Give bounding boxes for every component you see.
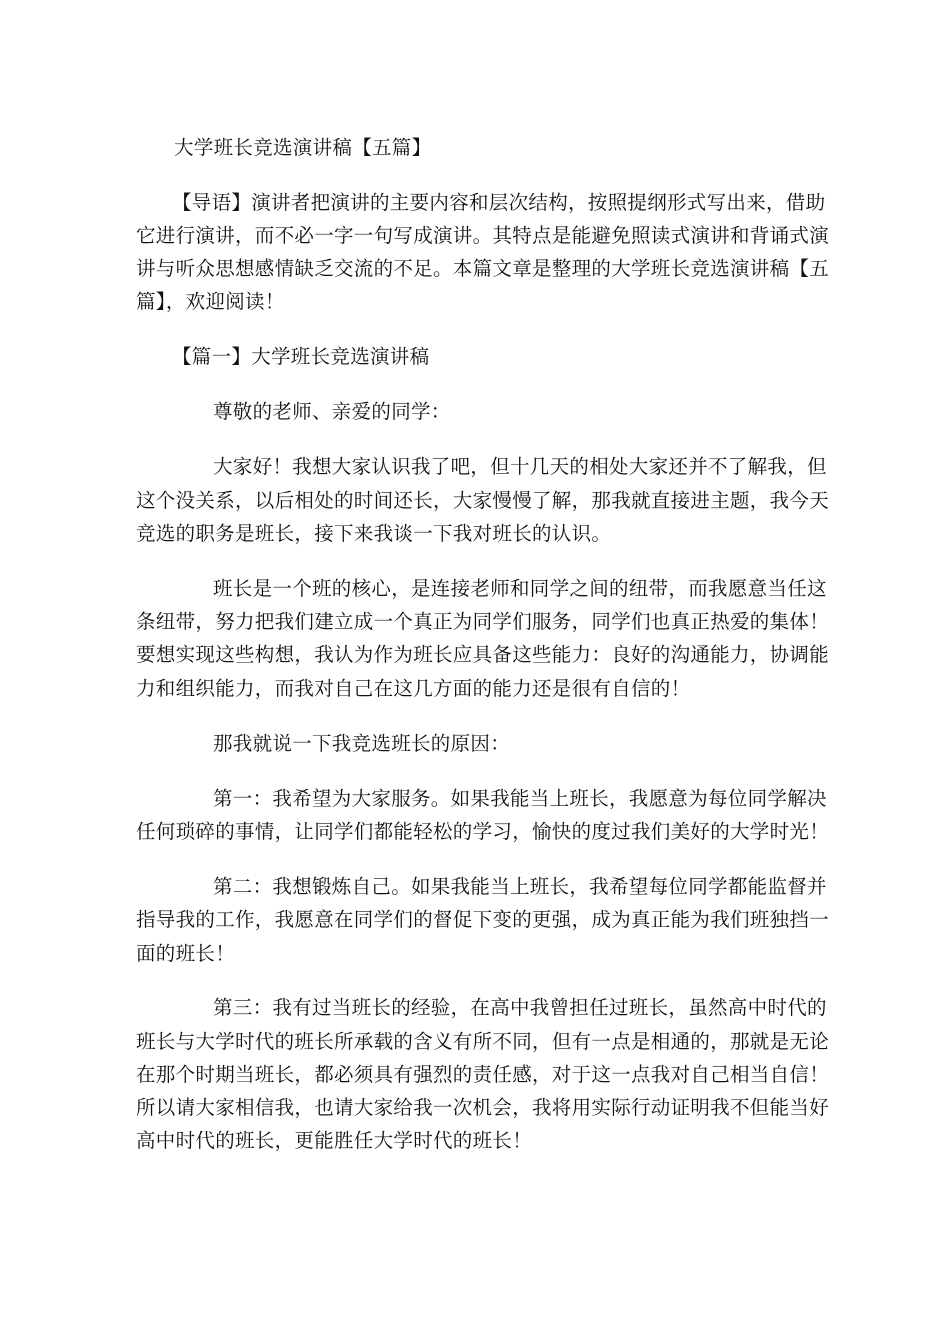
paragraph-2-line-3: 要想实现这些构想，我认为作为班长应具备这些能力：良好的沟通能力，协调能	[136, 643, 830, 666]
paragraph-3-line-1: 那我就说一下我竞选班长的原因：	[213, 732, 511, 755]
intro-line-4: 篇】，欢迎阅读！	[136, 290, 285, 313]
paragraph-2-line-1: 班长是一个班的核心，是连接老师和同学之间的纽带，而我愿意当任这	[213, 577, 827, 600]
paragraph-2-line-4: 力和组织能力，而我对自己在这几方面的能力还是很有自信的！	[136, 677, 691, 700]
paragraph-5-line-2: 指导我的工作，我愿意在同学们的督促下变的更强，成为真正能为我们班独挡一	[136, 908, 830, 931]
paragraph-1-line-2: 这个没关系，以后相处的时间还长，大家慢慢了解，那我就直接进主题，我今天	[136, 489, 830, 512]
paragraph-6-line-2: 班长与大学时代的班长所承载的含义有所不同，但有一点是相通的，那就是无论	[136, 1030, 830, 1053]
salutation: 尊敬的老师、亲爱的同学：	[213, 400, 451, 423]
intro-line-3: 讲与听众思想感情缺乏交流的不足。本篇文章是整理的大学班长竞选演讲稿【五	[136, 257, 830, 280]
paragraph-4-line-2: 任何琐碎的事情，让同学们都能轻松的学习，愉快的度过我们美好的大学时光！	[136, 820, 830, 843]
paragraph-6-line-3: 在那个时期当班长，都必须具有强烈的责任感，对于这一点我对自己相当自信！	[136, 1063, 830, 1086]
document-title: 大学班长竞选演讲稿【五篇】	[174, 136, 432, 159]
intro-line-1: 【导语】演讲者把演讲的主要内容和层次结构，按照提纲形式写出来，借助	[172, 191, 826, 214]
intro-line-2: 它进行演讲，而不必一字一句写成演讲。其特点是能避免照读式演讲和背诵式演	[136, 224, 830, 247]
paragraph-6-line-1: 第三：我有过当班长的经验，在高中我曾担任过班长，虽然高中时代的	[213, 996, 827, 1019]
paragraph-6-line-4: 所以请大家相信我，也请大家给我一次机会，我将用实际行动证明我不但能当好	[136, 1096, 830, 1119]
paragraph-1-line-3: 竞选的职务是班长，接下来我谈一下我对班长的认识。	[136, 522, 612, 545]
paragraph-6-line-5: 高中时代的班长，更能胜任大学时代的班长！	[136, 1129, 533, 1152]
paragraph-1-line-1: 大家好！我想大家认识我了吧，但十几天的相处大家还并不了解我，但	[213, 455, 827, 478]
paragraph-2-line-2: 条纽带，努力把我们建立成一个真正为同学们服务，同学们也真正热爱的集体！	[136, 610, 830, 633]
paragraph-4-line-1: 第一：我希望为大家服务。如果我能当上班长，我愿意为每位同学解决	[213, 787, 827, 810]
paragraph-5-line-1: 第二：我想锻炼自己。如果我能当上班长，我希望每位同学都能监督并	[213, 875, 827, 898]
section-heading: 【篇一】大学班长竞选演讲稿	[172, 345, 430, 368]
paragraph-5-line-3: 面的班长！	[136, 942, 236, 965]
